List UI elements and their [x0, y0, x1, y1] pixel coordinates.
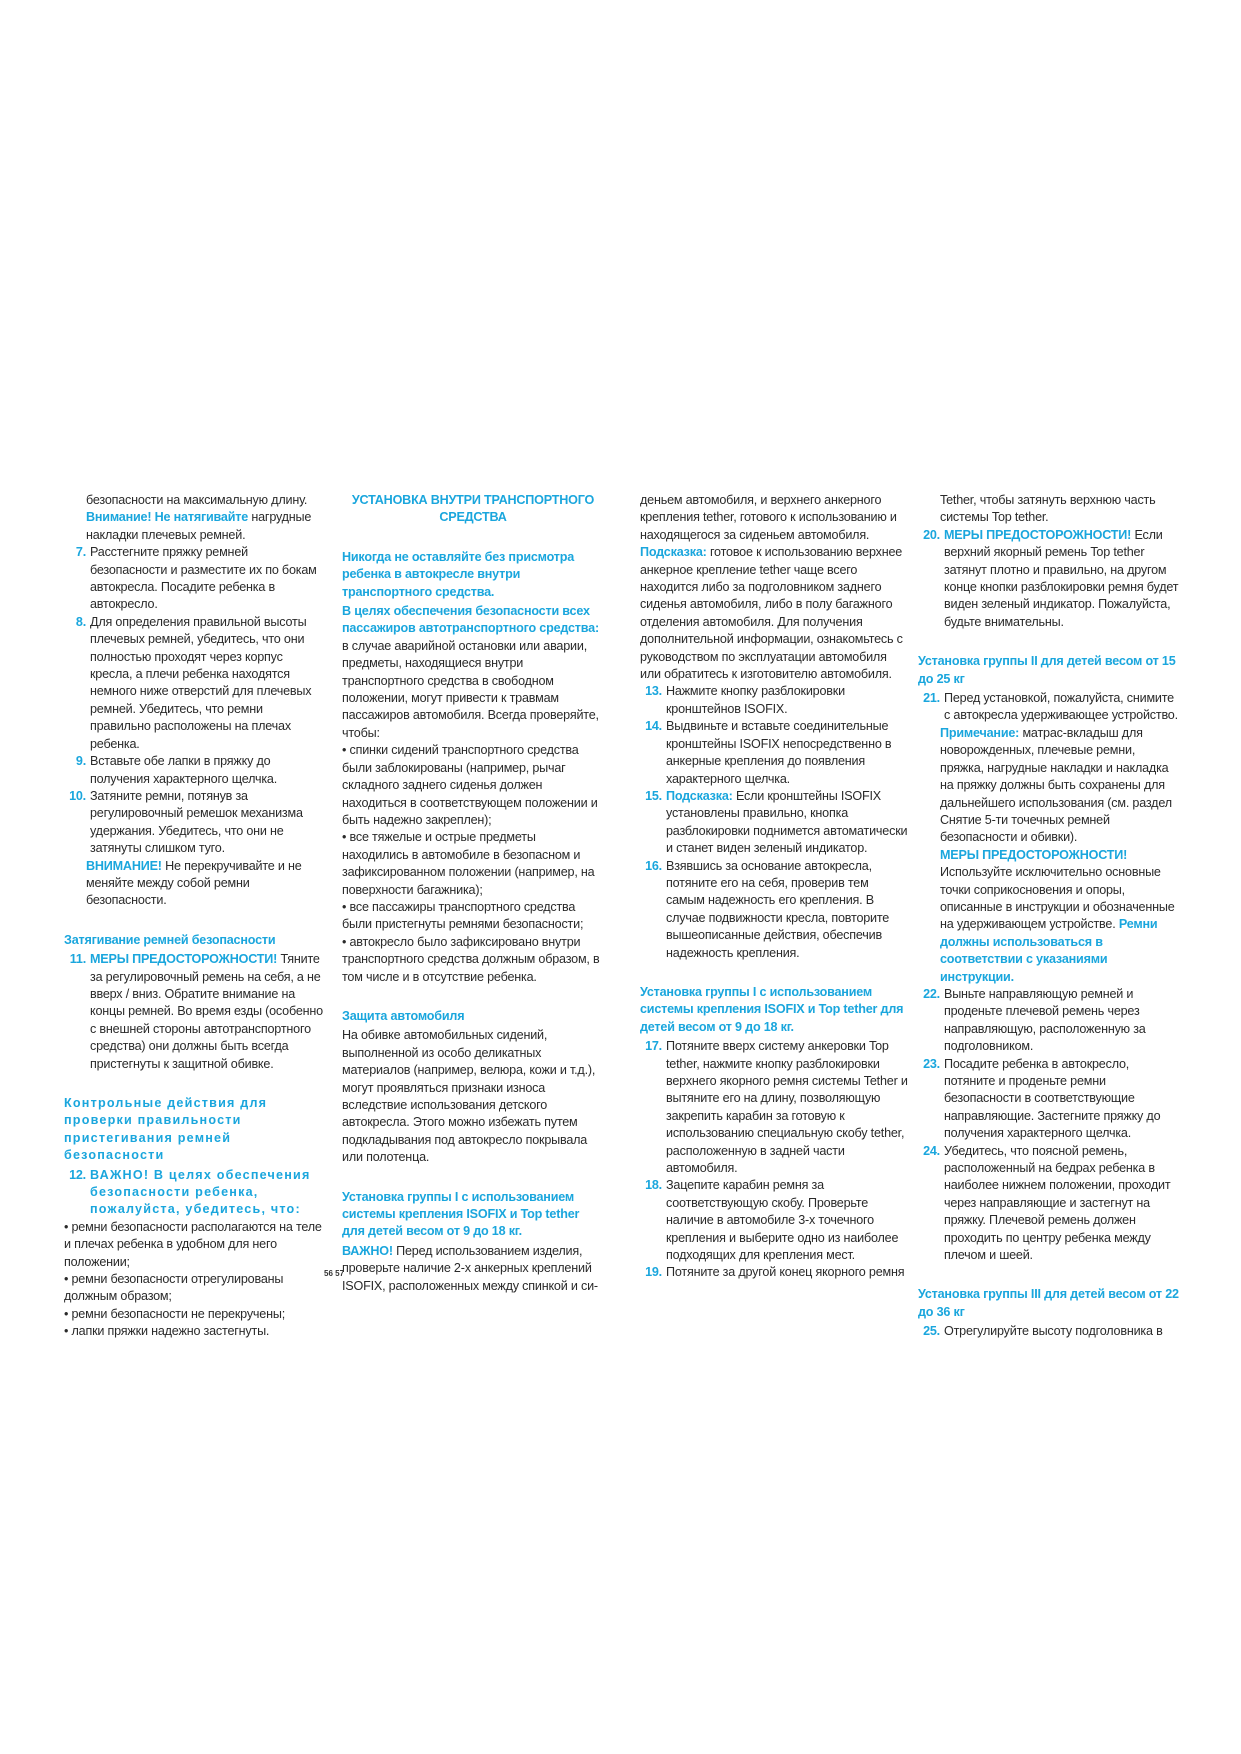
warning-text: Не перекручивайте и не меняйте между собой ремни безопасности. [86, 858, 302, 908]
list-item-20 [918, 527, 1180, 631]
item-number: 21. [923, 691, 940, 706]
item-text: Потяните вверх систему анкеровки Top tether, нажмите кнопку разблокировки верхнего якорного ремня системы Tether и вытяните его на длину, позволяющую закрепить карабин за готовую к использованию специальную скобу tether, расположенную в задней части автомобиля. [666, 1039, 908, 1176]
list-item-11 [64, 951, 326, 1073]
item-number: 16. [645, 858, 662, 873]
caution-text: Используйте исключительно основные точки соприкосновения и опоры, описанные в инструкции и обозначенные на удерживающем устройстве. [940, 865, 1175, 932]
item-number: 11. [69, 952, 86, 967]
item-label: МЕРЫ ПРЕДОСТОРОЖНОСТИ! [944, 527, 1132, 542]
item-number: 22. [923, 986, 940, 1001]
item-label: ВАЖНО! В целях обеспечения безопасности ребенка, пожалуйста, убедитесь, что: [90, 1167, 311, 1217]
item-number: 13. [645, 684, 662, 699]
item-number: 17. [645, 1039, 662, 1054]
item-number: 23. [923, 1056, 940, 1071]
bullet-item: • все тяжелые и острые предметы находились в автомобиле в безопасном и зафиксированном положении (например, на поверхности багажника); [342, 830, 595, 897]
item-number: 8. [75, 614, 86, 629]
note-text: матрас-вкладыш для новорожденных, плечевые ремни, пряжка, нагрудные накладки и накладка на пряжку должны быть сохранены для дальнейшего использования (см. раздел Снятие 5-ти точечных ремней безопасности и обивки). [940, 725, 1172, 845]
item-text: Зацепите карабин ремня за соответствующую скобу. Проверьте наличие в автомобиле 3-х точечного крепления и выберите одно из наиболее подходящих для крепления мест. [666, 1178, 899, 1263]
intro-text: безопасности на максимальную длину. [86, 493, 308, 507]
item-number: 14. [645, 719, 662, 734]
safety-heading: В целях обеспечения безопасности всех пассажиров автотранспортного средства: [342, 604, 599, 636]
intro-text: Tether, чтобы затянуть верхнюю часть системы Top tether. [940, 493, 1156, 525]
item-number: 19. [645, 1265, 662, 1280]
item-text: Отрегулируйте высоту подголовника в [944, 1324, 1163, 1339]
warning-2 [64, 858, 326, 910]
hint-label: Подсказка: [640, 545, 707, 560]
important-note [342, 1243, 604, 1295]
item-label: Подсказка: [666, 788, 733, 803]
list-item-14 [640, 718, 908, 788]
item-text: Если кронштейны ISOFIX установлены правильно, кнопка разблокировки поднимется автоматически и станет виден зеленый индикатор. [666, 788, 908, 856]
page-numbers: 56 57 [324, 1269, 345, 1278]
item-text: Тяните за регулировочный ремень на себя, а не вверх / вниз. Обратите внимание на концы ремней. Во время езды (особенно с внешней стороны автотранспортного средства) они должны быть всегда пристегнуты к защитной обивке. [90, 952, 323, 1071]
item-label: МЕРЫ ПРЕДОСТОРОЖНОСТИ! [90, 952, 278, 967]
list-item-13 [640, 683, 908, 718]
list-item-16 [640, 858, 908, 962]
item-text: Расстегните пряжку ремней безопасности и разместите их по бокам автокресла. Посадите ребенка в автокресло. [90, 545, 317, 612]
section-heading-group1: Установка группы I с использованием системы крепления ISOFIX и Top tether для детей весом от 9 до 18 кг. [342, 1189, 580, 1239]
item-number: 24. [923, 1143, 940, 1158]
hint-text: готовое к использованию верхнее анкерное крепление tether чаще всего находится либо за подголовником заднего сиденья автомобиля, либо в полу багажного отделения автомобиля. Для получения дополнительной информации, ознакомьтесь с руководством по эксплуатации автомобиля или обратитесь к изготовителю автомобиля. [640, 545, 903, 682]
section-heading-tightening: Затягивание ремней безопасности [64, 932, 276, 947]
item-number: 15. [645, 788, 662, 803]
bullet-item: • все пассажиры транспортного средства были пристегнуты ремнями безопасности; [342, 899, 584, 932]
list-item-15 [640, 788, 908, 858]
list-item-21 [918, 690, 1180, 725]
list-item-12 [64, 1167, 326, 1219]
item-text: Взявшись за основание автокресла, потяните его на себя, проверив тем самым надежность его крепления. В случае подвижности кресла, повторите вышеописанные действия, обеспечив надежность крепления. [666, 858, 890, 960]
item-text: Потяните за другой конец якорного ремня [666, 1265, 905, 1280]
section-heading-group2: Установка группы II для детей весом от 15 до 25 кг [918, 654, 1176, 686]
item-number: 20. [923, 527, 940, 542]
list-item-7 [64, 544, 326, 614]
list-item-23 [918, 1056, 1180, 1143]
item-number: 12. [69, 1167, 86, 1182]
warning-1 [64, 509, 326, 544]
caution-emphasis: Ремни должны использоваться в соответствии с указаниями инструкции. [940, 917, 1158, 984]
hint [640, 544, 908, 683]
bullet-item: • ремни безопасности не перекручены; [64, 1306, 286, 1321]
column-4 [918, 492, 1180, 1341]
list-item-8 [64, 614, 326, 753]
column-2 [342, 492, 604, 1295]
caution-label: МЕРЫ ПРЕДОСТОРОЖНОСТИ! [940, 847, 1128, 862]
item-number: 9. [75, 754, 86, 769]
item-text: Перед установкой, пожалуйста, снимите с автокресла удерживающее устройство. [944, 691, 1178, 723]
item-number: 10. [69, 788, 86, 803]
intro-text: деньем автомобиля, и верхнего анкерного крепления tether, готового к использованию и находящегося за сиденьем автомобиля. [640, 493, 897, 542]
bullet-item: • спинки сидений транспортного средства были заблокированы (например, рычаг складного заднего сиденья должен находиться в соответствующем положении и быть надежно закреплен); [342, 743, 598, 827]
note-label: Примечание: [940, 725, 1020, 740]
warning-label: Внимание! Не натягивайте [86, 510, 249, 525]
column-1 [64, 492, 326, 1341]
section-heading-group1: Установка группы I с использованием системы крепления ISOFIX и Top tether для детей весом от 9 до 18 кг. [640, 984, 904, 1034]
section-heading-group3: Установка группы III для детей весом от 22 до 36 кг [918, 1287, 1179, 1319]
protection-text: На обивке автомобильных сидений, выполненной из особо деликатных материалов (например, велюра, кожи и т.д.), могут проявляться признаки износа вследствие использования детского автокресла. Этого можно избежать путем подкладывания под автокресло покрывала или полотенца. [342, 1028, 596, 1165]
section-heading-control: Контрольные действия для проверки правильности пристегивания ремней безопасности [64, 1096, 268, 1163]
important-text: Перед использованием изделия, проверьте наличие 2-х анкерных креплений ISOFIX, расположенных между спинкой и си- [342, 1243, 598, 1293]
section-title: УСТАНОВКА ВНУТРИ ТРАНСПОРТНОГО СРЕДСТВА [351, 493, 595, 525]
bullet-item: • автокресло было зафиксировано внутри транспортного средства должным образом, в том числе и в отсутствие ребенка. [342, 934, 600, 984]
section-heading-protection: Защита автомобиля [342, 1008, 465, 1023]
list-item-10 [64, 788, 326, 858]
list-item-24 [918, 1143, 1180, 1265]
caution [918, 847, 1180, 986]
important-label: ВАЖНО! [342, 1243, 393, 1258]
bullet-item: • лапки пряжки надежно застегнуты. [64, 1324, 270, 1339]
item-number: 18. [645, 1178, 662, 1193]
item-text: Вставьте обе лапки в пряжку до получения характерного щелчка. [90, 754, 278, 786]
item-text: Посадите ребенка в автокресло, потяните и проденьте ремни безопасности в соответствующие направляющие. Застегните пряжку до получения характерного щелчка. [944, 1056, 1161, 1141]
item-text: Для определения правильной высоты плечевых ремней, убедитесь, что они полностью проходят через корпус кресла, а плечи ребенка находятся немного ниже отверстий для плечевых ремней. Убедитесь, что ремни правильно расположены на плечах ребенка. [90, 614, 312, 751]
list-item-18 [640, 1177, 908, 1264]
list-item-19 [640, 1264, 908, 1281]
warning-label: ВНИМАНИЕ! [86, 858, 162, 873]
list-item-17 [640, 1038, 908, 1177]
item-text: Затяните ремни, потянув за регулировочный ремешок механизма удержания. Убедитесь, что они не затянуты слишком туго. [90, 788, 303, 856]
item-text: Нажмите кнопку разблокировки кронштейнов ISOFIX. [666, 684, 845, 716]
bullet-item: • ремни безопасности располагаются на теле и плечах ребенка в удобном для него положении; [64, 1219, 322, 1269]
list-item-25 [918, 1323, 1180, 1340]
warning-text: нагрудные накладки плечевых ремней. [86, 510, 312, 542]
list-item-9 [64, 753, 326, 788]
column-3 [640, 492, 908, 1282]
note [918, 725, 1180, 847]
item-text: Выдвиньте и вставьте соединительные кронштейны ISOFIX непосредственно в анкерные крепления до появления характерного щелчка. [666, 719, 892, 786]
item-text: Выньте направляющую ремней и проденьте плечевой ремень через направляющую, расположенную за подголовником. [944, 986, 1146, 1054]
item-number: 25. [923, 1324, 940, 1339]
bullet-item: • ремни безопасности отрегулированы должным образом; [64, 1272, 284, 1304]
item-text: Убедитесь, что поясной ремень, расположенный на бедрах ребенка в наиболее нижнем положении, проходит через направляющие и застегнут на пряжку. Плечевой ремень должен проходить по центру ребенка между плечом и шеей. [944, 1143, 1171, 1263]
list-item-22 [918, 986, 1180, 1056]
never-leave-warning: Никогда не оставляйте без присмотра ребенка в автокресле внутри транспортного средства. [342, 549, 575, 599]
item-text: Если верхний якорный ремень Top tether затянут плотно и правильно, на другом конце кнопки разблокировки ремня будет виден зеленый индикатор. Пожалуйста, будьте внимательны. [944, 527, 1179, 629]
safety-text: в случае аварийной остановки или аварии, предметы, находящиеся внутри транспортного средства в свободном положении, могут привести к травмам пассажиров автомобиля. Всегда проверяйте, чтобы: [342, 638, 599, 740]
item-number: 7. [75, 545, 86, 560]
